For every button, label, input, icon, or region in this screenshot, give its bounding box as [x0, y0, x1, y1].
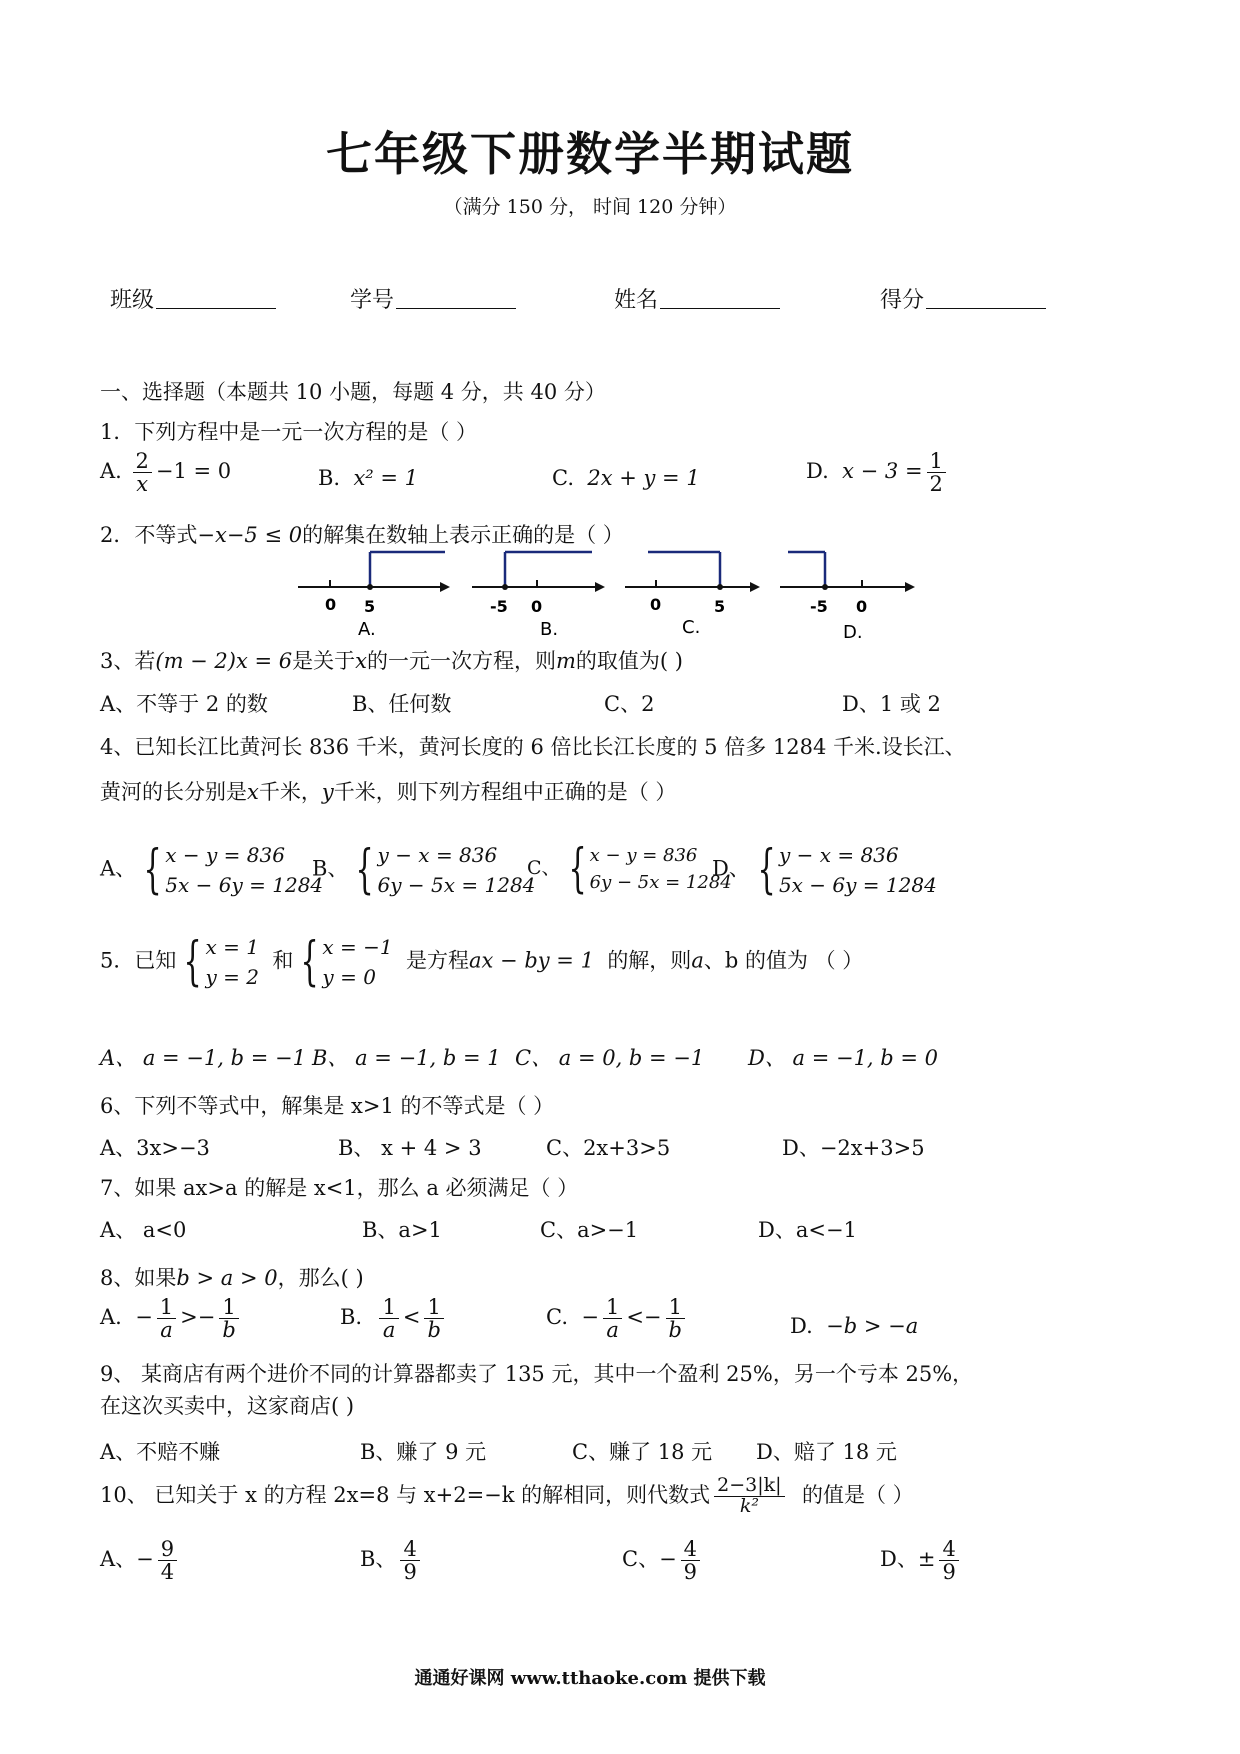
score-field[interactable]	[880, 283, 1046, 314]
q7-option-c[interactable]: C、a>−1	[540, 1218, 639, 1242]
score-label: 得分	[880, 288, 925, 313]
q8-option-a[interactable]: A. − $\frac{1}{a}$ >− $\frac{1}{b}$	[100, 1296, 243, 1341]
brace: {	[183, 932, 203, 992]
q6-option-c[interactable]: C、2x+3>5	[546, 1136, 671, 1160]
svg-text:5: 5	[714, 597, 726, 616]
q4-option-c[interactable]: C、 { x − y = 836 6y − 5x = 1284	[527, 839, 732, 899]
q5-option-d[interactable]: D、 a = −1, b = 0	[748, 1046, 939, 1070]
q9-option-c[interactable]: C、赚了 18 元	[572, 1440, 713, 1464]
student-number-blank[interactable]	[396, 286, 516, 309]
q1-option-b[interactable]: B. x² = 1	[318, 466, 419, 490]
q7-option-b[interactable]: B、a>1	[362, 1218, 442, 1242]
question-9-line-1: 9、 某商店有两个进价不同的计算器都卖了 135 元，其中一个盈利 25%，另一个亏本 25%，	[100, 1362, 974, 1386]
page-title: 七年级下册数学半期试题	[326, 127, 854, 181]
number-line-b[interactable]	[472, 552, 605, 640]
q1-option-c[interactable]: C. 2x + y = 1	[552, 466, 700, 490]
q10-option-b[interactable]: B、 $\frac{4}{9}$	[360, 1538, 424, 1583]
class-blank[interactable]	[156, 286, 276, 309]
svg-text:0: 0	[325, 595, 337, 614]
q3-option-c[interactable]: C、2	[604, 692, 655, 716]
q4-option-a[interactable]: A、 { x − y = 836 5x − 6y = 1284	[100, 840, 324, 900]
footer-source: 通通好课网 www.tthaoke.com 提供下载	[414, 1668, 766, 1689]
fraction: $\frac{4}{9}$	[681, 1538, 700, 1583]
q9-option-d[interactable]: D、赔了 18 元	[756, 1440, 897, 1464]
class-label: 班级	[110, 288, 155, 313]
q9-option-a[interactable]: A、不赔不赚	[100, 1440, 221, 1464]
svg-text:A.: A.	[358, 619, 376, 640]
svg-text:0: 0	[531, 597, 543, 616]
brace: {	[567, 839, 587, 899]
q7-option-d[interactable]: D、a<−1	[758, 1218, 857, 1242]
brace: {	[143, 840, 162, 900]
q7-option-a[interactable]: A、 a<0	[100, 1218, 187, 1242]
exam-info: （满分 150 分， 时间 120 分钟）	[443, 196, 737, 218]
q8-option-b[interactable]: B. $\frac{1}{a}$ < $\frac{1}{b}$	[340, 1296, 448, 1341]
fraction: $\frac{2}{x}$	[133, 450, 152, 495]
question-8-stem: 8、如果b > a > 0，那么( )	[100, 1266, 364, 1290]
fraction: $\frac{1}{2}$	[927, 450, 946, 495]
fraction: $\frac{4}{9}$	[939, 1538, 958, 1583]
q4-option-d[interactable]: D、 { y − x = 836 5x − 6y = 1284	[712, 840, 937, 900]
q10-option-d[interactable]: D、± $\frac{4}{9}$	[880, 1538, 963, 1583]
brace: {	[757, 840, 776, 900]
fraction: $\frac{2-3|k|}{\text{k²}}$	[714, 1476, 784, 1517]
question-5-stem: 5．已知 { x = 1 y = 2 和 { x = −1 y = 0 是方程ax − by = 1 的解，则a、b 的值为 （ ）	[100, 932, 864, 992]
q6-option-d[interactable]: D、−2x+3>5	[782, 1136, 925, 1160]
fraction: $\frac{1}{a}$	[379, 1296, 398, 1341]
q1-option-d[interactable]: D. x − 3 = $\frac{1}{2}$	[806, 450, 950, 495]
name-blank[interactable]	[660, 286, 780, 309]
q10-option-c[interactable]: C、− $\frac{4}{9}$	[622, 1538, 704, 1583]
name-field[interactable]	[614, 283, 780, 314]
svg-text:D.: D.	[843, 622, 863, 643]
score-blank[interactable]	[926, 286, 1046, 309]
question-9-line-2: 在这次买卖中，这家商店( )	[100, 1394, 355, 1418]
question-2-stem: 2．不等式−x−5 ≤ 0的解集在数轴上表示正确的是（ ）	[100, 523, 624, 547]
q6-option-a[interactable]: A、3x>−3	[100, 1136, 210, 1160]
fraction: $\frac{1}{a}$	[157, 1296, 176, 1341]
fraction: $\frac{1}{a}$	[603, 1296, 622, 1341]
q5-option-a[interactable]: A、 a = −1, b = −1	[100, 1046, 306, 1070]
q3-option-d[interactable]: D、1 或 2	[842, 692, 941, 716]
fraction: $\frac{1}{b}$	[424, 1296, 443, 1341]
svg-text:0: 0	[856, 597, 868, 616]
fraction: $\frac{4}{9}$	[400, 1538, 419, 1583]
fraction: $\frac{1}{b}$	[666, 1296, 685, 1341]
q5-option-c[interactable]: C、 a = 0, b = −1	[515, 1046, 705, 1070]
number-line-options	[290, 540, 930, 645]
brace: {	[355, 840, 375, 900]
svg-text:0: 0	[650, 595, 662, 614]
svg-text:5: 5	[364, 597, 376, 616]
question-4-line-1: 4、已知长江比黄河长 836 千米，黄河长度的 6 倍比长江长度的 5 倍多 1284 千米.设长江、	[100, 735, 966, 759]
svg-text:B.: B.	[540, 619, 559, 640]
q3-option-a[interactable]: A、不等于 2 的数	[100, 692, 268, 716]
class-field[interactable]	[110, 283, 276, 314]
number-line-c[interactable]	[625, 552, 760, 638]
q3-option-b[interactable]: B、任何数	[352, 692, 452, 716]
q1-option-a[interactable]: A. $\frac{2}{x}$ −1 = 0	[100, 449, 232, 497]
q5-option-b[interactable]: B、 a = −1, b = 1	[312, 1046, 501, 1070]
svg-text:-5: -5	[490, 597, 508, 616]
q10-option-a[interactable]: A、− $\frac{9}{4}$	[100, 1538, 181, 1583]
question-1-stem: 1．下列方程中是一元一次方程的是（ ）	[100, 420, 478, 444]
q9-option-b[interactable]: B、赚了 9 元	[360, 1440, 487, 1464]
question-6-stem: 6、下列不等式中，解集是 x>1 的不等式是（ ）	[100, 1094, 555, 1118]
fraction: $\frac{9}{4}$	[158, 1538, 177, 1583]
student-number-field[interactable]	[350, 283, 516, 314]
q4-option-b[interactable]: B、 { y − x = 836 6y − 5x = 1284	[312, 840, 536, 900]
question-10-stem: 10、 已知关于 x 的方程 2x=8 与 x+2=−k 的解相同，则代数式 $\frac{2-3|k|}{\text{k²}}$ 的值是（ ）	[100, 1474, 914, 1517]
q6-option-b[interactable]: B、 x + 4 > 3	[338, 1136, 482, 1160]
name-label: 姓名	[614, 288, 659, 313]
q8-option-d[interactable]: D. −b > −a	[790, 1314, 919, 1338]
number-line-d[interactable]	[780, 552, 915, 643]
question-3-stem: 3、若(m − 2)x = 6是关于x的一元一次方程，则m的取值为( )	[100, 649, 683, 673]
question-7-stem: 7、如果 ax>a 的解是 x<1，那么 a 必须满足（ ）	[100, 1176, 579, 1200]
brace: {	[300, 932, 319, 992]
svg-text:C.: C.	[682, 617, 701, 638]
svg-text:-5: -5	[810, 597, 828, 616]
number-line-a[interactable]	[298, 552, 450, 640]
q8-option-c[interactable]: C. − $\frac{1}{a}$ <− $\frac{1}{b}$	[546, 1296, 689, 1341]
fraction: $\frac{1}{b}$	[219, 1296, 238, 1341]
question-4-line-2: 黄河的长分别是x千米，y千米，则下列方程组中正确的是（ ）	[100, 780, 677, 804]
section-heading: 一、选择题（本题共 10 小题，每题 4 分，共 40 分）	[100, 380, 606, 404]
student-number-label: 学号	[350, 288, 395, 313]
